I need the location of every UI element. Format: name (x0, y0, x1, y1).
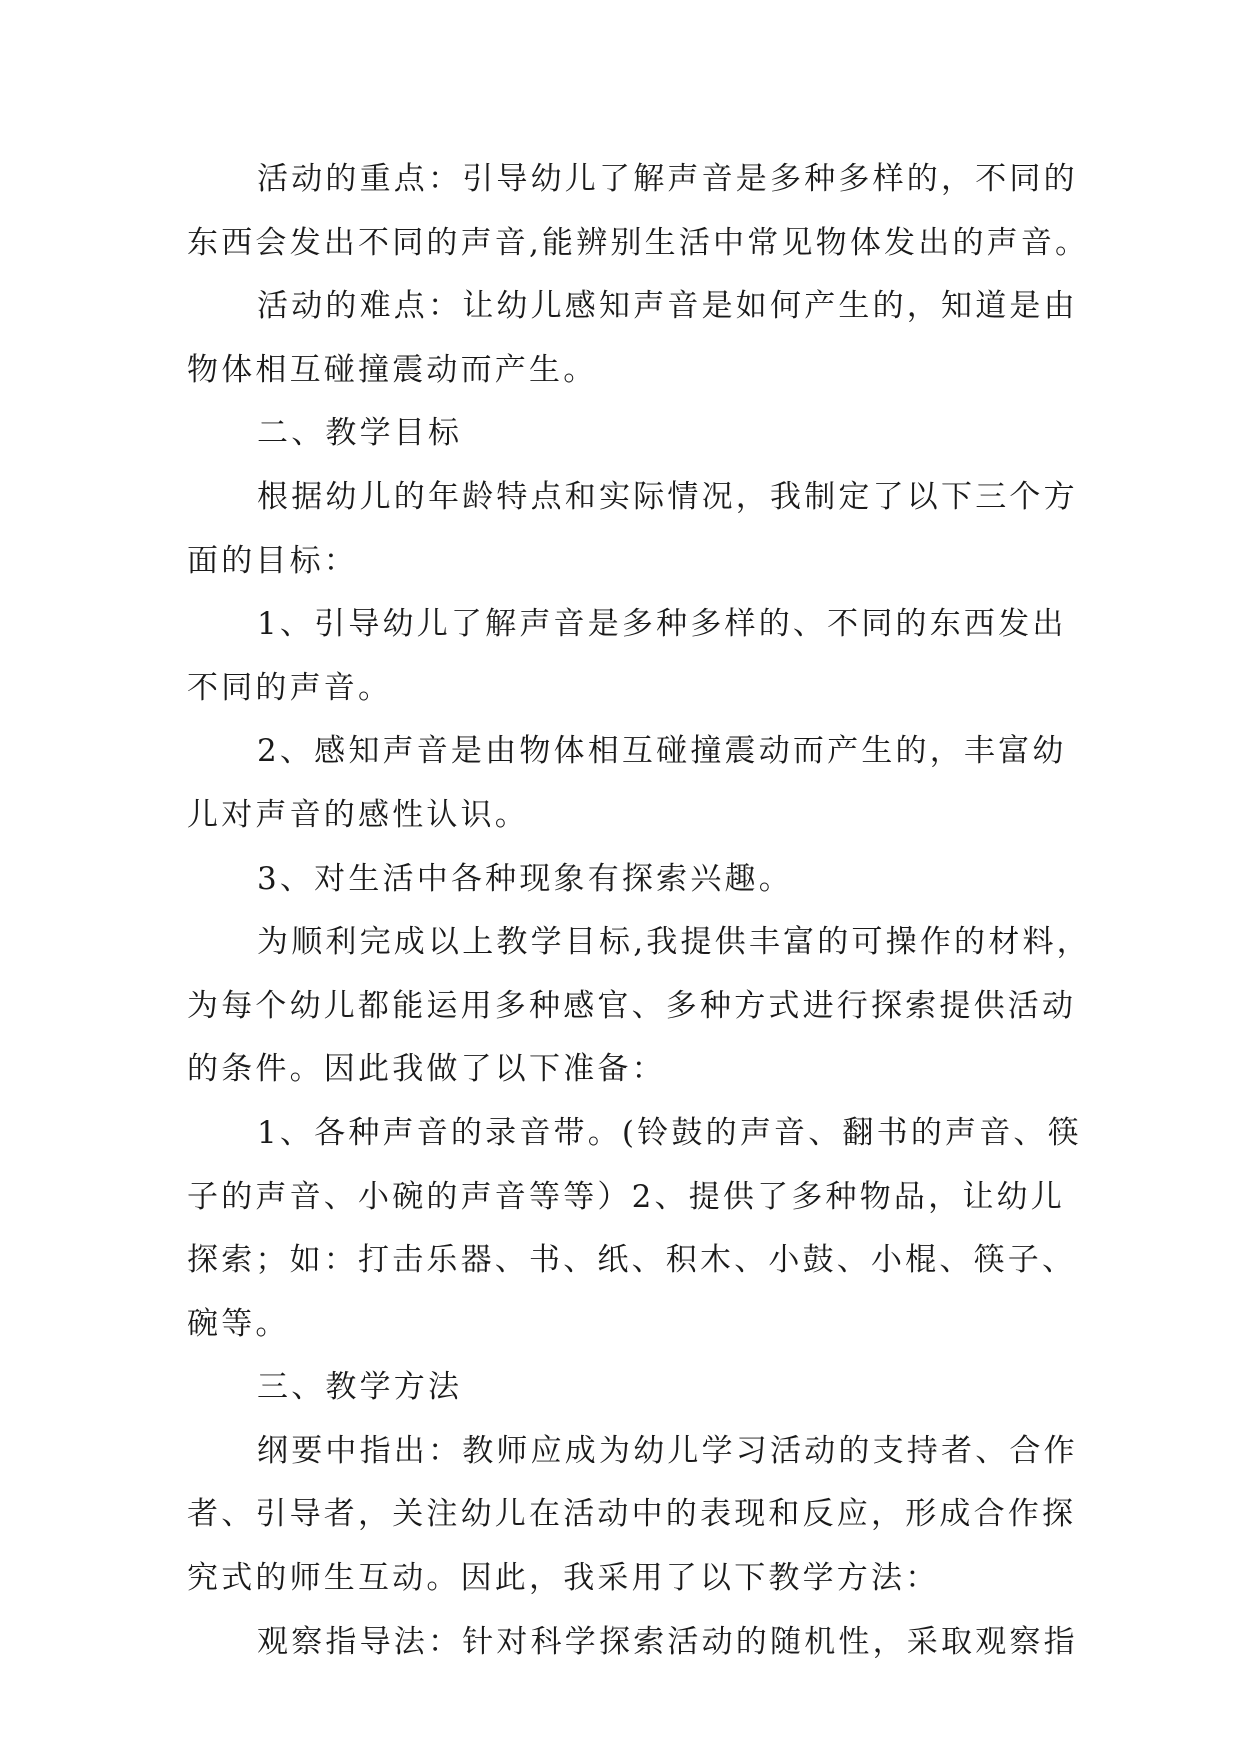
text-line: 碗等。 (187, 1305, 290, 1342)
section-heading: 二、教学目标 (257, 415, 463, 452)
text-line: 究式的师生互动。因此，我采用了以下教学方法： (187, 1560, 940, 1597)
text-line: 面的目标： (187, 542, 358, 579)
text-line: 为每个幼儿都能运用多种感官、多种方式进行探索提供活动 (187, 987, 1077, 1024)
text-line: 不同的声音。 (187, 669, 393, 706)
text-line: 儿对声音的感性认识。 (187, 796, 529, 833)
text-line: 物体相互碰撞震动而产生。 (187, 351, 598, 388)
section-heading: 三、教学方法 (257, 1369, 463, 1406)
document-body (187, 148, 1091, 1674)
list-item: 3、对生活中各种现象有探索兴趣。 (257, 860, 793, 897)
text-line: 活动的难点：让幼儿感知声音是如何产生的，知道是由 (257, 288, 1078, 325)
text-line: 的条件。因此我做了以下准备： (187, 1051, 666, 1088)
text-line: 者、引导者，关注幼儿在活动中的表现和反应，形成合作探 (187, 1496, 1077, 1533)
text-line: 观察指导法：针对科学探索活动的随机性，采取观察指 (257, 1623, 1078, 1660)
text-line: 根据幼儿的年龄特点和实际情况，我制定了以下三个方 (257, 478, 1078, 515)
list-item: 2、感知声音是由物体相互碰撞震动而产生的，丰富幼 (257, 733, 1067, 770)
text-line: 活动的重点：引导幼儿了解声音是多种多样的，不同的 (257, 161, 1078, 197)
text-line: 东西会发出不同的声音,能辨别生活中常见物体发出的声音。 (187, 224, 1090, 261)
text-line: 探索；如：打击乐器、书、纸、积木、小鼓、小棍、筷子、 (187, 1242, 1077, 1279)
text-line: 子的声音、小碗的声音等等）2、提供了多种物品，让幼儿 (187, 1178, 1065, 1215)
text-line: 纲要中指出：教师应成为幼儿学习活动的支持者、合作 (257, 1432, 1078, 1469)
list-item: 1、引导幼儿了解声音是多种多样的、不同的东西发出 (257, 606, 1067, 643)
list-item: 1、各种声音的录音带。(铃鼓的声音、翻书的声音、筷 (257, 1114, 1082, 1151)
text-line: 为顺利完成以上教学目标,我提供丰富的可操作的材料， (257, 924, 1091, 961)
